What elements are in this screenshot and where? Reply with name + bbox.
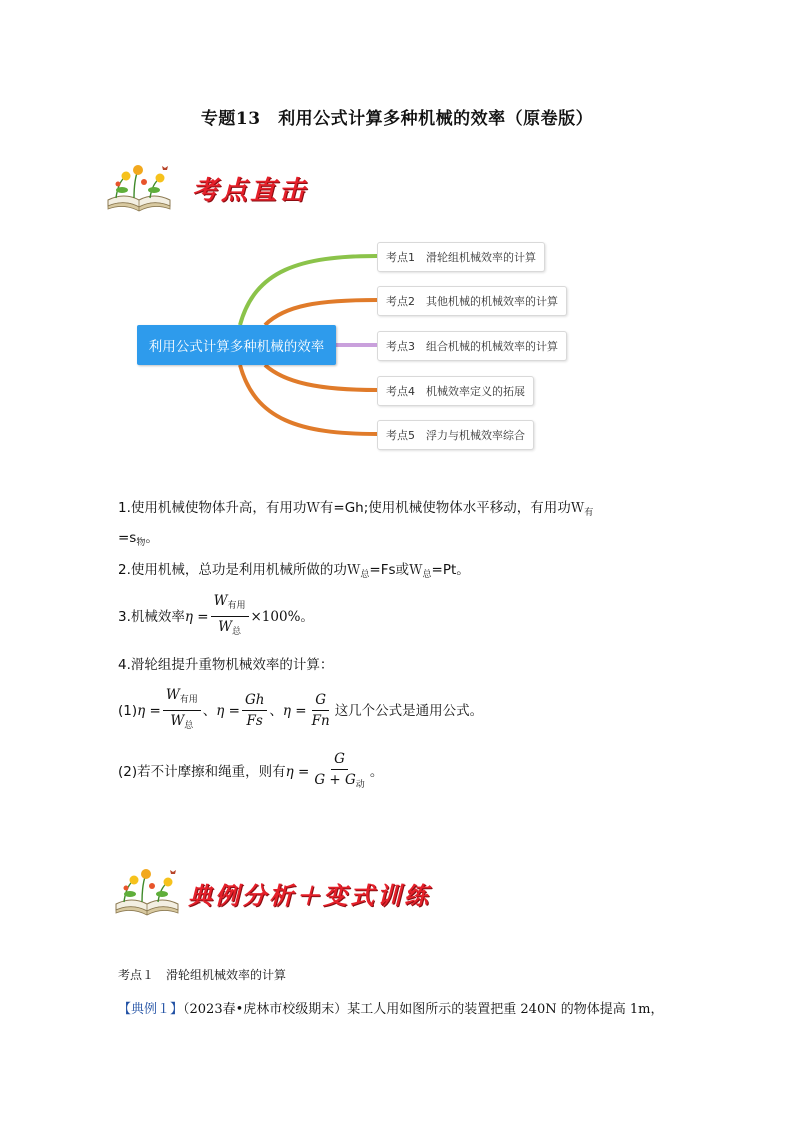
connector-kaodian5 bbox=[240, 365, 377, 434]
section-heading: 考点１ 滑轮组机械效率的计算 bbox=[118, 968, 287, 982]
point-1-line2: $=s_物$。 bbox=[118, 530, 159, 548]
point-4: 4.滑轮组提升重物机械效率的计算： bbox=[118, 657, 334, 673]
mindmap-root: 利用公式计算多种机械的效率 bbox=[137, 325, 336, 365]
connector-kaodian4 bbox=[265, 365, 377, 390]
mindmap-node-2: 考点2 其他机械的机械效率的计算 bbox=[377, 286, 567, 316]
mindmap-node-3: 考点3 组合机械的机械效率的计算 bbox=[377, 331, 567, 361]
banner-kaodian-title: 考点直击 bbox=[192, 176, 309, 206]
page-title: 专题13 利用公式计算多种机械的效率（原卷版） bbox=[200, 109, 594, 129]
formula-1-general: (1) η = $\frac{W_{有用}}{W_总}$ 、 η = $\frac{Gh}{Fs}$ 、 η = $\frac{G}{Fn}$ 这几个公式是通用公式。 bbox=[118, 687, 484, 731]
banner-dianli bbox=[112, 864, 472, 920]
point-1-line1: 1.使用机械使物体升高，有用功Ｗ有=Gh;使用机械使物体水平移动，有用功Ｗ$_有$ bbox=[118, 500, 594, 518]
mindmap-node-4: 考点4 机械效率定义的拓展 bbox=[377, 376, 534, 406]
example-tag: 【典例１】 bbox=[118, 1002, 184, 1017]
connector-kaodian1 bbox=[240, 256, 377, 325]
example-1 bbox=[118, 998, 663, 1017]
open-book-flowers-icon bbox=[112, 864, 182, 916]
mindmap-node-5: 考点5 浮力与机械效率综合 bbox=[377, 420, 534, 450]
mindmap-node-1: 考点1 滑轮组机械效率的计算 bbox=[377, 242, 545, 272]
connector-kaodian2 bbox=[265, 300, 377, 325]
point-2: 2.使用机械，总功是利用机械所做的功Ｗ$_总$=Fs或Ｗ$_总$=Pt。 bbox=[118, 562, 470, 580]
formula-2-no-friction: (2)若不计摩擦和绳重，则有 η = $\frac{G}{G + G_动}$ 。 bbox=[118, 751, 384, 790]
efficiency-fraction: $\frac{W_{有用}}{W_总}$ bbox=[211, 592, 249, 641]
banner-dianli-title: 典例分析＋变式训练 bbox=[188, 881, 431, 910]
point-3-efficiency-formula: 3.机械效率 η = $\frac{W_{有用}}{W_总}$ ×100% 。 bbox=[118, 592, 314, 641]
example-text: （2023春•虎林市校级期末）某工人用如图所示的装置把重 240N 的物体提高 1m， bbox=[183, 1002, 664, 1017]
